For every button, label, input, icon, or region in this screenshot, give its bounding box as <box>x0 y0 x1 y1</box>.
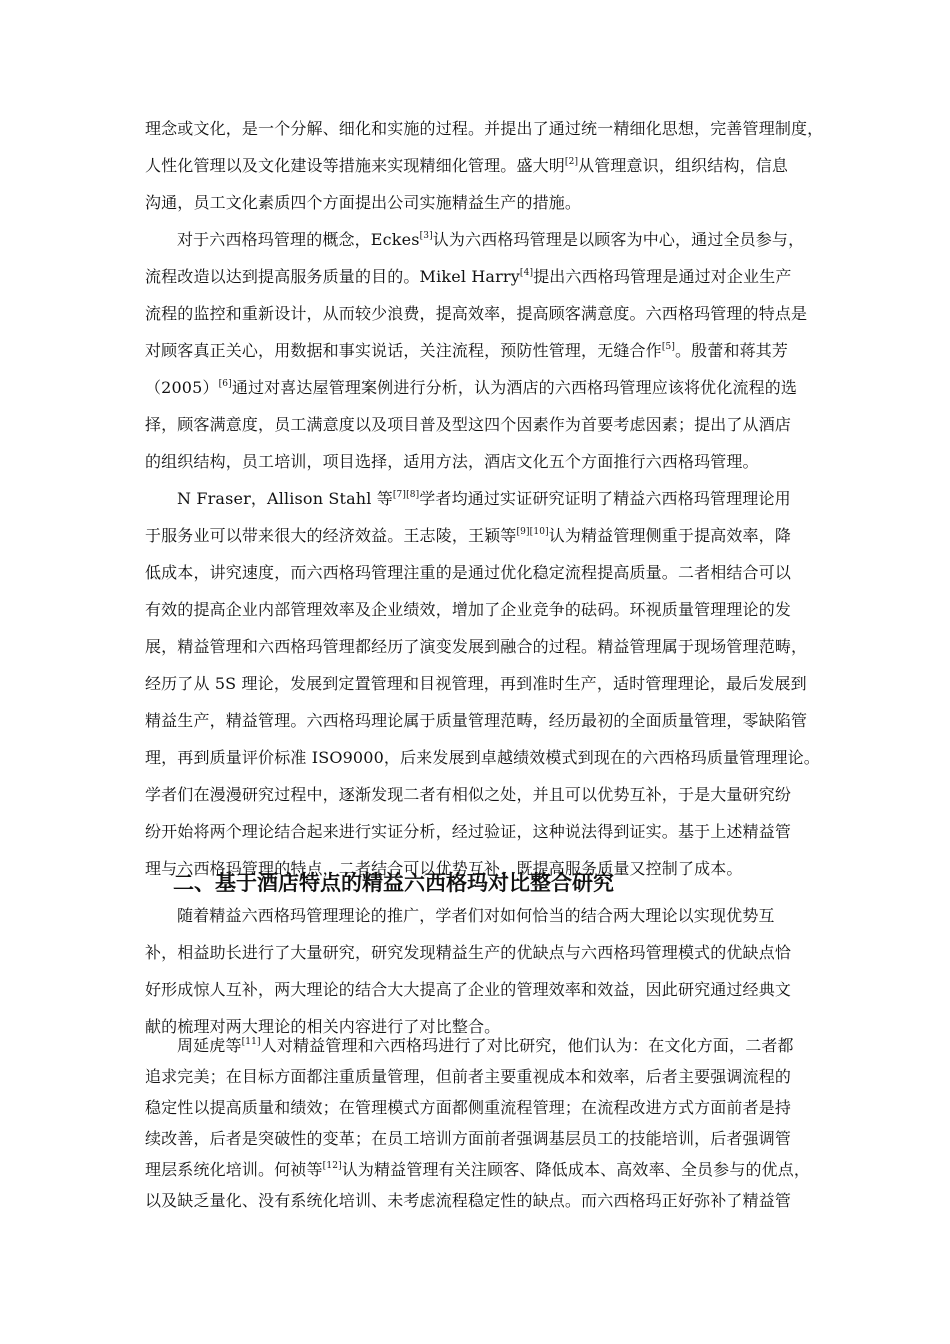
text-line: 流程改造以达到提高服务质量的目的。Mikel Harry[4]提出六西格玛管理是通过对企业生产 <box>145 267 792 286</box>
text-line: 低成本，讲究速度，而六西格玛管理注重的是通过优化稳定流程提高质量。二者相结合可以 <box>145 563 792 582</box>
text-line: 流程的监控和重新设计，从而较少浪费，提高效率，提高顾客满意度。六西格玛管理的特点是 <box>145 304 808 323</box>
text-line: 纷开始将两个理论结合起来进行实证分析，经过验证，这种说法得到证实。基于上述精益管 <box>145 822 792 841</box>
text-line: 对于六西格玛管理的概念，Eckes[3]认为六西格玛管理是以顾客为中心，通过全员参与， <box>177 230 805 249</box>
citation-marker: [12] <box>322 1161 342 1171</box>
paragraph-4 <box>145 897 815 1045</box>
citation-marker: [4] <box>519 268 534 278</box>
paragraph-1 <box>145 110 824 221</box>
text-line: 于服务业可以带来很大的经济效益。王志陵，王颖等[9][10]认为精益管理侧重于提高效率，降 <box>145 526 791 545</box>
text-line: 有效的提高企业内部管理效率及企业绩效，增加了企业竞争的砝码。环视质量管理理论的发 <box>145 600 792 619</box>
section-heading: 二、基于酒店特点的精益六西格玛对比整合研究 <box>173 871 614 895</box>
text-line: 学者们在漫漫研究过程中，逐渐发现二者有相似之处，并且可以优势互补，于是大量研究纷 <box>145 785 792 804</box>
text-line: 经历了从 5S 理论，发展到定置管理和目视管理，再到准时生产，适时管理理论，最后发展到 <box>145 674 807 693</box>
text-line: 周延虎等[11]人对精益管理和六西格玛进行了对比研究，他们认为：在文化方面，二者都 <box>177 1036 794 1055</box>
text-line: 好形成惊人互补，两大理论的结合大大提高了企业的管理效率和效益，因此研究通过经典文 <box>145 980 792 999</box>
text-line: 沟通，员工文化素质四个方面提出公司实施精益生产的措施。 <box>145 193 582 212</box>
text-line: 理层系统化培训。何祯等[12]认为精益管理有关注顾客、降低成本、高效率、全员参与的优点， <box>145 1160 811 1179</box>
text-line: 以及缺乏量化、没有系统化培训、未考虑流程稳定性的缺点。而六西格玛正好弥补了精益管 <box>145 1191 792 1210</box>
citation-marker: [3] <box>419 231 433 241</box>
citation-marker: [7][8] <box>392 490 420 500</box>
text-line: 理念或文化，是一个分解、细化和实施的过程。并提出了通过统一精细化思想，完善管理制度， <box>145 119 824 138</box>
citation-marker: [6] <box>218 379 232 389</box>
text-line: 随着精益六西格玛管理理论的推广，学者们对如何恰当的结合两大理论以实现优势互 <box>177 906 775 925</box>
text-line: 献的梳理对两大理论的相关内容进行了对比整合。 <box>145 1017 501 1036</box>
text-line: 精益生产，精益管理。六西格玛理论属于质量管理范畴，经历最初的全面质量管理，零缺陷管 <box>145 711 808 730</box>
text-line: 追求完美；在目标方面都注重质量管理，但前者主要重视成本和效率，后者主要强调流程的 <box>145 1067 792 1086</box>
text-line: （2005）[6]通过对喜达屋管理案例进行分析，认为酒店的六西格玛管理应该将优化流程的选 <box>145 378 798 397</box>
text-line: 择，顾客满意度，员工满意度以及项目普及型这四个因素作为首要考虑因素；提出了从酒店 <box>145 415 792 434</box>
paragraph-2 <box>145 221 815 480</box>
citation-marker: [5] <box>661 342 676 352</box>
text-line: 稳定性以提高质量和绩效；在管理模式方面都侧重流程管理；在流程改进方式方面前者是持 <box>145 1098 792 1117</box>
text-line: 理与六西格玛管理的特点，二者结合可以优势互补，既提高服务质量又控制了成本。 <box>145 859 743 878</box>
text-line: 补，相益助长进行了大量研究，研究发现精益生产的优缺点与六西格玛管理模式的优缺点恰 <box>145 943 792 962</box>
text-line: N Fraser，Allison Stahl 等[7][8]学者均通过实证研究证明了精益六西格玛管理理论用 <box>177 489 791 508</box>
text-line: 的组织结构，员工培训，项目选择，适用方法，酒店文化五个方面推行六西格玛管理。 <box>145 452 759 471</box>
text-line: 人性化管理以及文化建设等措施来实现精细化管理。盛大明[2]从管理意识，组织结构，信息 <box>145 156 789 175</box>
text-line: 理，再到质量评价标准 ISO9000，后来发展到卓越绩效模式到现在的六西格玛质量管理理论。 <box>145 748 820 767</box>
citation-marker: [11] <box>241 1037 261 1047</box>
text-line: 展，精益管理和六西格玛管理都经历了演变发展到融合的过程。精益管理属于现场管理范畴， <box>145 637 808 656</box>
citation-marker: [2] <box>564 157 579 167</box>
paragraph-5 <box>145 1030 815 1216</box>
citation-marker: [9][10] <box>516 527 549 537</box>
text-line: 续改善，后者是突破性的变革；在员工培训方面前者强调基层员工的技能培训，后者强调管 <box>145 1129 792 1148</box>
paragraph-3 <box>145 480 820 887</box>
text-line: 对顾客真正关心，用数据和事实说话，关注流程，预防性管理，无缝合作[5]。殷蕾和蒋其芳 <box>145 341 789 360</box>
